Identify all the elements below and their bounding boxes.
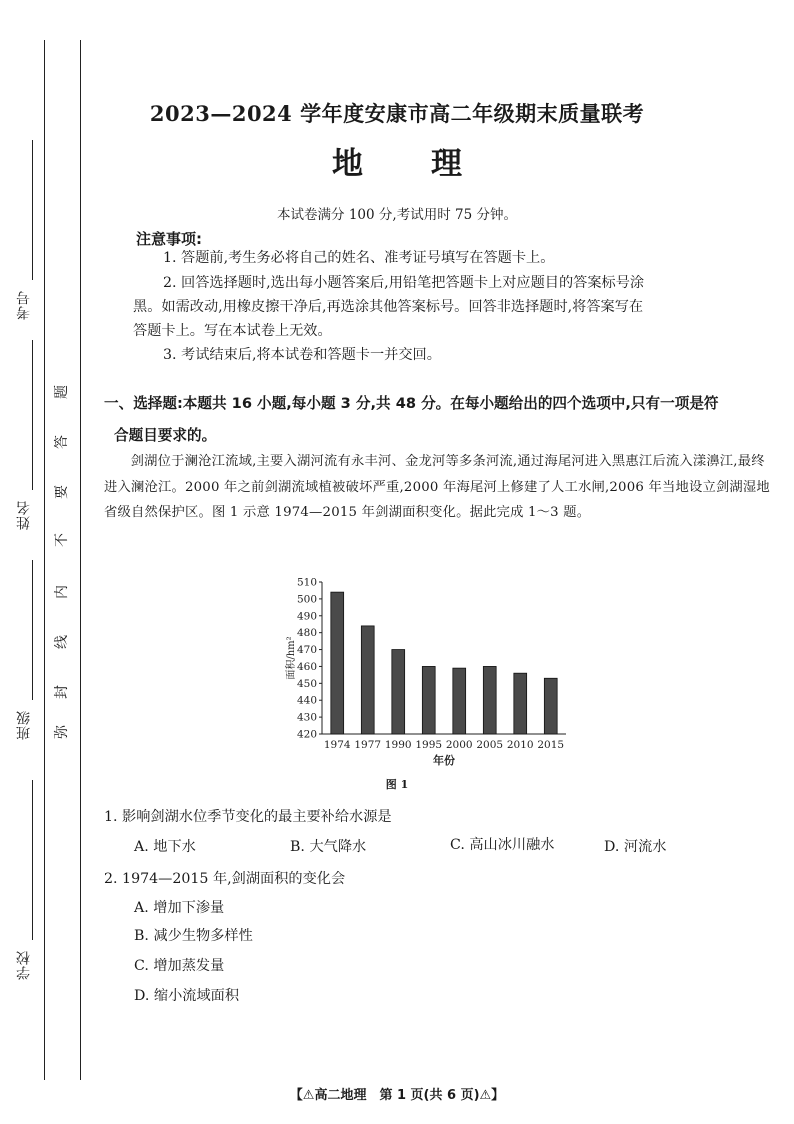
subject-char: 地 (332, 146, 363, 182)
exam-info: 本试卷满分 100 分,考试用时 75 分钟。 (277, 207, 517, 223)
y-tick-label: 480 (296, 627, 317, 640)
seal-char: 线 (54, 635, 70, 649)
section-heading-line: 合题目要求的。 (114, 427, 217, 444)
x-tick-label: 1977 (354, 739, 382, 751)
y-tick-label: 500 (296, 593, 317, 606)
y-tick-label: 470 (296, 644, 317, 657)
y-tick-label: 490 (296, 610, 317, 623)
question-2-option-b[interactable]: B. 减少生物多样性 (134, 928, 253, 944)
x-tick-label: 2015 (537, 739, 565, 751)
section-heading-line: 一、选择题:本题共 16 小题,每小题 3 分,共 48 分。在每小题给出的四个选项中,只有一项是符 (104, 395, 719, 412)
question-1-option-b[interactable]: B. 大气降水 (290, 839, 367, 855)
y-tick-label: 460 (296, 660, 317, 673)
question-2-option-a[interactable]: A. 增加下渗量 (134, 900, 225, 916)
seal-char: 弥 (54, 725, 70, 739)
x-tick-label: 2010 (506, 739, 534, 751)
notice-item-1: 1. 答题前,考生务必将自己的姓名、准考证号填写在答题卡上。 (163, 250, 555, 266)
question-2-option-d[interactable]: D. 缩小流域面积 (134, 988, 240, 1004)
name-label: 姓名 (16, 500, 32, 530)
school-blank[interactable] (32, 780, 33, 940)
y-tick-label: 510 (296, 576, 317, 589)
seal-char: 要 (54, 485, 70, 499)
name-blank[interactable] (32, 340, 33, 490)
bar (422, 666, 435, 734)
question-2-option-c[interactable]: C. 增加蒸发量 (134, 958, 225, 974)
y-tick-label: 420 (296, 728, 317, 741)
question-1-option-c[interactable]: C. 高山冰川融水 (450, 837, 555, 853)
exam-title: 2023—2024 学年度安康市高二年级期末质量联考 (149, 101, 645, 126)
notice-item-3: 3. 考试结束后,将本试卷和答题卡一并交回。 (163, 347, 441, 363)
figure-caption: 图 1 (385, 778, 409, 791)
x-tick-label: 2005 (476, 739, 504, 751)
y-tick-label: 430 (296, 711, 317, 724)
bar (392, 650, 405, 734)
seal-char: 内 (54, 585, 70, 599)
notice-heading: 注意事项: (136, 230, 202, 248)
bar (453, 668, 466, 734)
passage-text: 剑湖位于澜沧江流域,主要入湖河流有永丰河、金龙河等多条河流,通过海尾河进入黑惠江后流入漾濞江,最终进入澜沧江。2000 年之前剑湖流域植被破坏严重,2000 年海尾河上修建了人工水闸,2006 年当地设立剑湖湿地省级自然保护区。图 1 示意 1974—2015 年剑湖面积变化。据此完成 1～3 题。 (104, 454, 770, 520)
bar (483, 666, 496, 734)
x-tick-label: 1990 (384, 739, 412, 751)
question-1-stem: 1. 影响剑湖水位季节变化的最主要补给水源是 (104, 809, 392, 825)
notice-item-2: 2. 回答选择题时,选出每小题答案后,用铅笔把答题卡上对应题目的答案标号涂 (163, 275, 645, 291)
seal-char: 题 (54, 385, 70, 399)
binding-margin-outer-line (44, 40, 45, 1080)
question-1-option-a[interactable]: A. 地下水 (134, 839, 196, 855)
seal-char: 不 (54, 533, 70, 547)
class-blank[interactable] (32, 560, 33, 700)
bar (361, 626, 374, 734)
x-axis-title: 年份 (433, 754, 455, 767)
seal-char: 答 (54, 435, 70, 449)
bar (544, 678, 557, 734)
y-axis-title: 面积/hm² (286, 636, 297, 680)
exam-no-label: 考号 (16, 290, 32, 320)
class-label: 班级 (16, 710, 32, 740)
notice-item-2-cont: 黑。如需改动,用橡皮擦干净后,再选涂其他答案标号。回答非选择题时,将答案写在 (133, 299, 644, 315)
bar (331, 592, 344, 734)
notice-item-2-cont: 答题卡上。写在本试卷上无效。 (133, 323, 332, 339)
question-2-stem: 2. 1974—2015 年,剑湖面积的变化会 (104, 871, 346, 887)
seal-char: 封 (54, 685, 70, 699)
binding-margin-inner-line (80, 40, 81, 1080)
x-tick-label: 2000 (445, 739, 473, 751)
school-label: 学校 (16, 950, 32, 980)
x-tick-label: 1974 (323, 739, 351, 751)
section-heading (104, 388, 778, 452)
bar (514, 673, 527, 734)
x-tick-label: 1995 (415, 739, 443, 751)
page-footer: 【⚠高二地理 第 1 页(共 6 页)⚠】 (289, 1088, 505, 1103)
y-tick-label: 440 (296, 694, 317, 707)
y-tick-label: 450 (296, 677, 317, 690)
subject-title (0, 138, 794, 183)
question-1-option-d[interactable]: D. 河流水 (604, 839, 667, 855)
subject-char: 理 (431, 146, 462, 182)
area-bar-chart (270, 570, 580, 775)
